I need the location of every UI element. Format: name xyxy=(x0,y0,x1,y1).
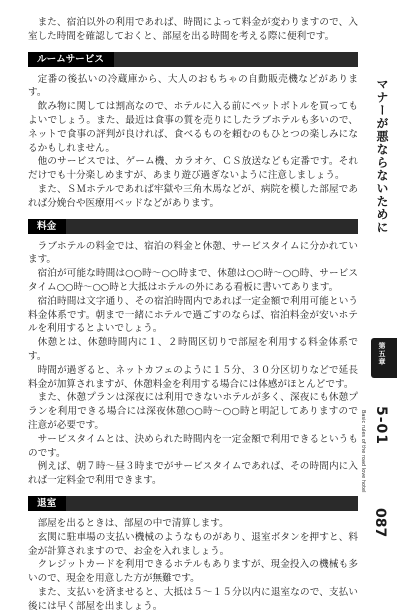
chapter-side-title: マナーが悪ならないために xyxy=(375,78,389,234)
intro-paragraph: また、宿泊以外の利用であれば、時間によって料金が変わりますので、入室した時間を確認しておくと、部屋を出る時間を考える際に便利です。 xyxy=(28,17,358,42)
price-paragraph: 宿泊時間は文字通り、その宿泊時間内であれば一定金額で利用可能という料金体系です。朝まで一緒にホテルで過ごすのならば、宿泊料金が安いホテルを利用するとよいでしょう。 xyxy=(28,295,358,335)
room-service-paragraph: また、ＳＭホテルであれば牢獄や三角木馬などが、病院を模した部屋であれば分娩台や医療用ベッドなどがあります。 xyxy=(28,183,358,209)
section-header-price xyxy=(28,219,358,234)
room-service-paragraph: 他のサービスでは、ゲーム機、カラオケ、ＣＳ放送なども定番です。それだけでも十分楽しめますが、あまり遊び過ぎないように注意しましょう。 xyxy=(28,156,358,182)
section-header-bar xyxy=(28,496,358,511)
checkout-paragraph: 玄関に駐車場の支払い機械のようなものがあり、退室ボタンを押すと、料金が計算されますので、お金を入れましょう。 xyxy=(28,531,358,557)
price-paragraph: 休憩とは、休憩時間内に１、２時間区切りで部屋を利用する料金体系です。 xyxy=(28,337,358,362)
chapter-tab xyxy=(371,338,397,378)
section-header-label: 退室 xyxy=(28,496,66,511)
section-header-label: 料金 xyxy=(28,219,66,234)
section-header-label: ルームサービス xyxy=(28,52,114,67)
section-header-room-service xyxy=(28,52,358,67)
section-header-checkout xyxy=(28,496,358,511)
price-paragraph: 宿泊が可能な時間は○○時～○○時まで、休憩は○○時～○○時、サービスタイム○○時～○○時と大抵はホテルの外にある看板に書いてあります。 xyxy=(28,268,358,293)
room-service-paragraph: 定番の後払いの冷蔵庫から、大人のおもちゃの自動販売機などがあります。 xyxy=(28,73,358,99)
section-english-line: Basic rules of the road xyxy=(360,410,366,467)
page-number: 087 xyxy=(372,508,388,538)
chapter-tab-label: 第五章 xyxy=(378,342,386,366)
checkout-paragraph: また、支払いを済ませると、大抵は５～１５分以内に退室なので、支払い後には早く部屋を出ましょう。 xyxy=(28,586,358,612)
price-paragraph: ラブホテルの料金では、宿泊の料金と休憩、サービスタイムに分かれています。 xyxy=(28,240,358,266)
checkout-paragraph: 部屋を出るときは、部屋の中で清算します。 xyxy=(37,517,229,529)
price-paragraph: 時間が過ぎると、ネットカフェのように１５分、３０分区切りなどで延長料金が加算されますが、休憩料金を利用する場合には体感がほとんどです。 xyxy=(28,364,358,390)
price-paragraph: 例えば、朝７時～昼３時までがサービスタイムであれば、その時間内に入れば一定料金で利用できます。 xyxy=(28,461,358,487)
section-number: 5-01 xyxy=(373,406,389,446)
room-service-paragraph: 飲み物に関しては割高なので、ホテルに入る前にペットボトルを買ってもよいでしょう。また、最近は食事の質を売りにしたラブホテルも多いので、ネットで食事の評判が良ければ、食べるものを頼むのもひとつの楽しみになるかもしれません。 xyxy=(28,101,358,154)
section-english-line: love hotel xyxy=(360,467,366,493)
price-paragraph: また、休憩プランは深夜には利用できないホテルが多く、深夜にも休憩プランを利用できる場合には深夜休憩○○時～○○時と明記してありますので注意が必要です。 xyxy=(28,392,358,431)
section-english-caption xyxy=(360,410,366,493)
checkout-paragraph: クレジットカードを利用できるホテルもありますが、現金投入の機械も多いので、現金を用意した方が無難です。 xyxy=(28,559,358,585)
section-header-bar xyxy=(28,219,358,234)
price-paragraph: サービスタイムとは、決められた時間内を一定金額で利用できるというものです。 xyxy=(28,433,358,459)
main-text-column xyxy=(28,16,358,613)
